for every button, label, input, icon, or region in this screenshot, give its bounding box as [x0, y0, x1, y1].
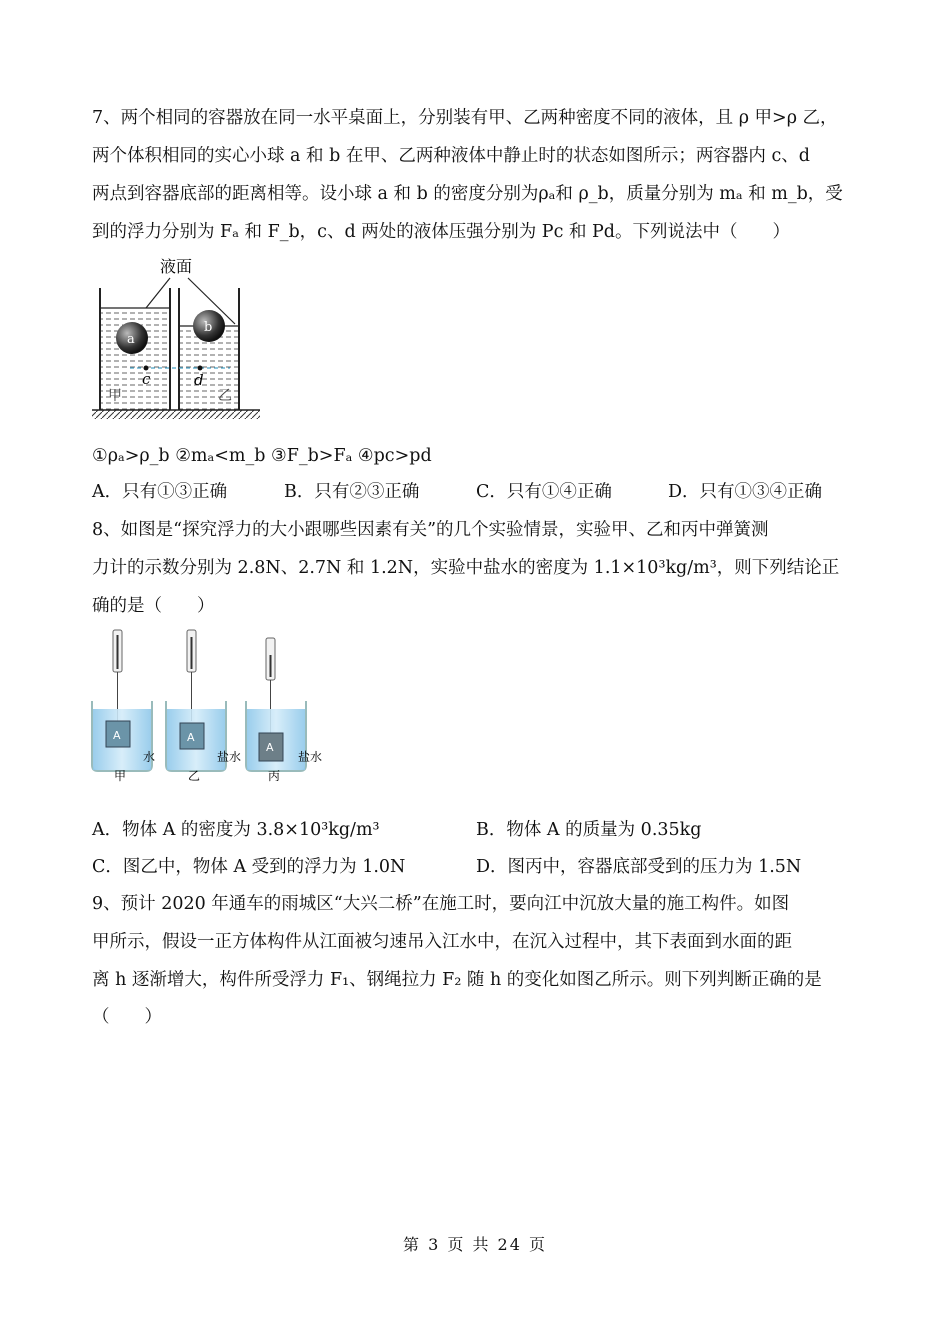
q7-line-3: 两点到容器底部的距离相等。设小球 a 和 b 的密度分别为ρₐ和 ρ_b，质量分别为 mₐ 和 m_b，受: [92, 184, 843, 204]
q7-option-d[interactable]: D．只有①③④正确: [668, 482, 823, 502]
q7-option-b[interactable]: B．只有②③正确: [284, 482, 420, 502]
block-a-label-yi: A: [187, 731, 195, 744]
ball-a-label: a: [127, 332, 135, 347]
surface-label: 液面: [160, 257, 193, 276]
beaker-bing: [246, 638, 322, 783]
container-yi-label: 乙: [218, 388, 232, 404]
q8-line-2: 力计的示数分别为 2.8N、2.7N 和 1.2N，实验中盐水的密度为 1.1×10³kg/m³，则下列结论正: [92, 558, 840, 578]
beaker-label-yi: 乙: [188, 769, 201, 783]
q7-option-a[interactable]: A．只有①③正确: [92, 482, 228, 502]
beaker-jia: [92, 630, 155, 783]
beaker-yi: [166, 630, 241, 783]
q8-line-1: 8、如图是“探究浮力的大小跟哪些因素有关”的几个实验情景，实验甲、乙和丙中弹簧测: [92, 520, 769, 540]
q8-beakers-figure: [88, 625, 333, 785]
ball-b-label: b: [204, 320, 213, 335]
beaker-label-bing: 丙: [268, 769, 281, 783]
q7-line-2: 两个体积相同的实心小球 a 和 b 在甲、乙两种液体中静止时的状态如图所示；两容器内 c、d: [92, 146, 810, 166]
q7-containers-figure: [90, 250, 265, 425]
q8-option-d[interactable]: D．图丙中，容器底部受到的压力为 1.5N: [476, 857, 802, 877]
point-d-label: d: [194, 371, 204, 389]
q8-option-c[interactable]: C．图乙中，物体 A 受到的浮力为 1.0N: [92, 857, 406, 877]
liquid-label-bing: 盐水: [298, 750, 323, 764]
q8-option-b[interactable]: B．物体 A 的质量为 0.35kg: [476, 820, 702, 840]
q7-statements: ①ρₐ>ρ_b ②mₐ<m_b ③F_b>Fₐ ④pc>pd: [92, 446, 432, 466]
ground-hatch: [92, 410, 260, 419]
q7-line-1: 7、两个相同的容器放在同一水平桌面上，分别装有甲、乙两种密度不同的液体，且 ρ 甲>ρ 乙，: [92, 108, 838, 128]
liquid-label-jia: 水: [143, 750, 156, 764]
beaker-label-jia: 甲: [114, 769, 127, 783]
q7-option-c[interactable]: C．只有①④正确: [476, 482, 612, 502]
q9-line-2: 甲所示，假设一正方体构件从江面被匀速吊入江水中，在沉入过程中，其下表面到水面的距: [92, 932, 792, 952]
liquid-label-yi: 盐水: [217, 750, 242, 764]
q9-line-4: （ ）: [92, 1007, 162, 1027]
q7-line-4: 到的浮力分别为 Fₐ 和 F_b，c、d 两处的液体压强分别为 Pc 和 Pd。下列说法中（ ）: [92, 222, 790, 242]
block-a-label-bing: A: [266, 741, 274, 754]
page-footer: 第 3 页 共 24 页: [403, 1235, 547, 1254]
block-a-label-jia: A: [113, 729, 121, 742]
q8-option-a[interactable]: A．物体 A 的密度为 3.8×10³kg/m³: [92, 820, 380, 840]
q9-line-3: 离 h 逐渐增大，构件所受浮力 F₁、钢绳拉力 F₂ 随 h 的变化如图乙所示。则下列判断正确的是: [92, 970, 822, 990]
point-c-label: c: [142, 370, 151, 388]
point-d: [198, 366, 203, 371]
container-jia-label: 甲: [108, 388, 122, 404]
q9-line-1: 9、预计 2020 年通车的雨城区“大兴二桥”在施工时，要向江中沉放大量的施工构件。如图: [92, 894, 790, 914]
q8-line-3: 确的是（ ）: [92, 596, 215, 616]
